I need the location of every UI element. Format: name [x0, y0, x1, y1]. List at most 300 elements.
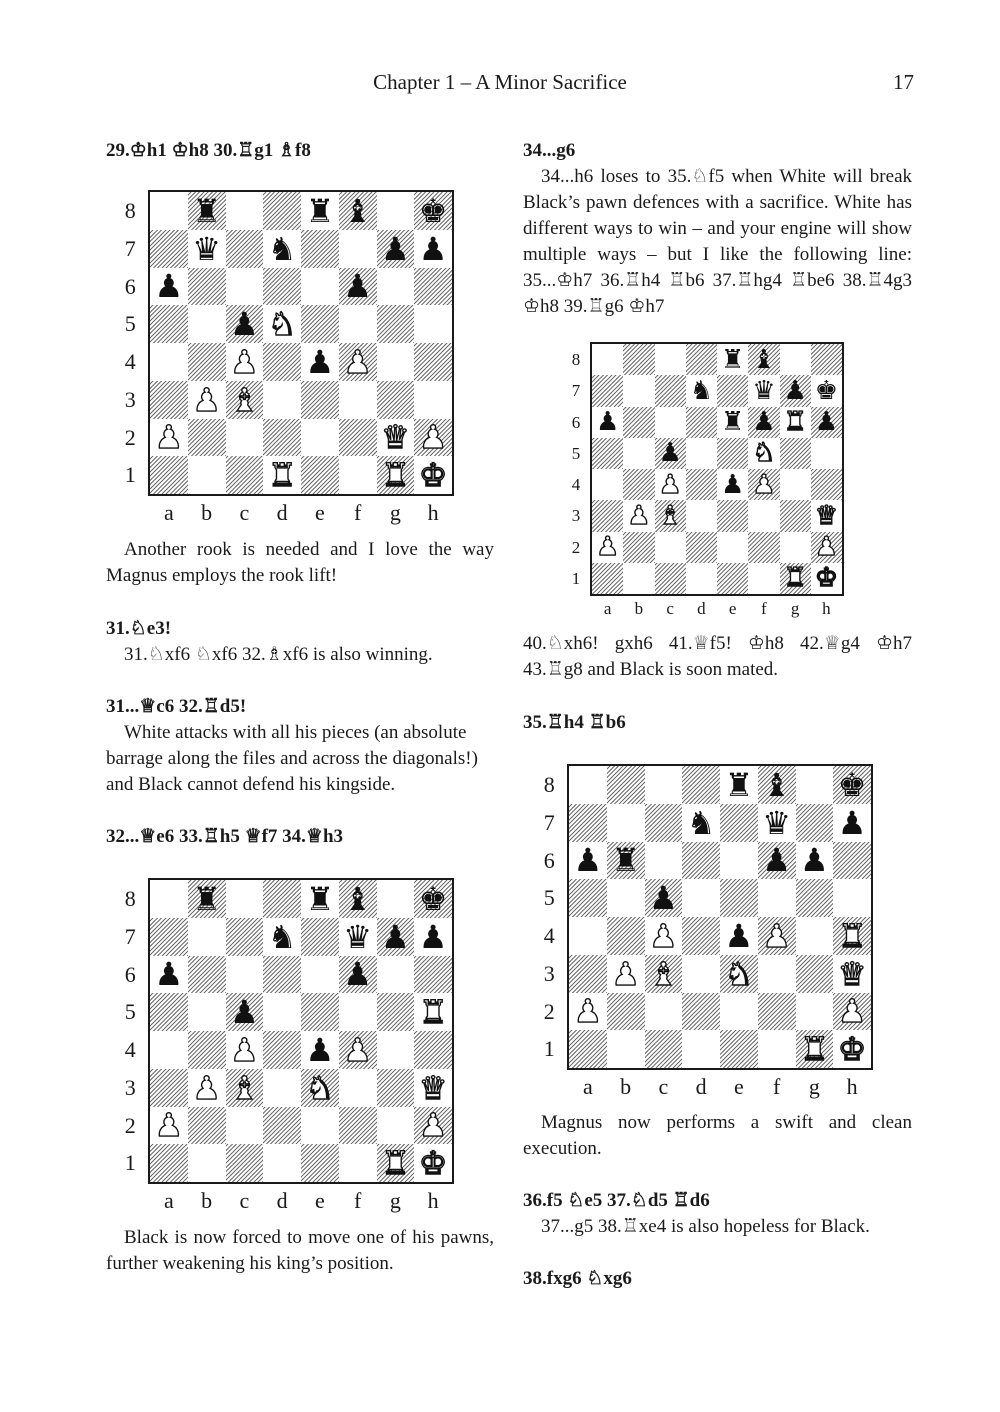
- black-queen-icon: ♛: [752, 375, 776, 406]
- square-e6: [720, 842, 758, 880]
- commentary-paragraph: Another rook is needed and I love the way Magnus employs the rook lift!: [106, 539, 494, 586]
- black-queen-icon: ♛: [762, 803, 791, 842]
- square-c6: [226, 268, 264, 306]
- move-heading: 32...♕e6 33.♖h5 ♕f7 34.♕h3: [106, 826, 344, 847]
- chess-board: [148, 190, 454, 496]
- file-label: e: [728, 599, 737, 619]
- black-pawn-icon: ♟: [343, 267, 372, 306]
- square-a1: [592, 563, 623, 594]
- square-g8: [377, 880, 415, 918]
- square-h4: [414, 343, 452, 381]
- file-label: d: [276, 500, 288, 525]
- square-g2: [796, 993, 834, 1031]
- square-a8: [150, 192, 188, 230]
- black-pawn-icon: ♟: [305, 1030, 335, 1069]
- square-a3: [569, 955, 607, 993]
- rank-label: 7: [571, 381, 581, 401]
- square-d8: [263, 192, 301, 230]
- black-queen-icon: ♛: [343, 917, 372, 956]
- square-a8: [592, 344, 623, 375]
- square-e5: [301, 305, 339, 343]
- square-f5: [758, 879, 796, 917]
- white-rook-icon: ♜: [783, 563, 807, 594]
- black-pawn-icon: ♟: [154, 955, 184, 994]
- square-b2: [188, 419, 226, 457]
- rank-label: 2: [124, 424, 136, 450]
- square-e6: [301, 268, 339, 306]
- move-heading: 36.f5 ♘e5 37.♘d5 ♖d6: [523, 1190, 710, 1211]
- square-a4: [592, 469, 623, 500]
- file-label: b: [620, 1074, 632, 1099]
- square-c2: [645, 993, 683, 1031]
- black-pawn-icon: ♟: [595, 407, 620, 438]
- rank-label: 5: [543, 885, 555, 911]
- file-label: a: [163, 1188, 174, 1213]
- rank-label: 3: [543, 960, 555, 986]
- square-b4: [188, 343, 226, 381]
- square-d4: [686, 469, 717, 500]
- file-label: g: [389, 1188, 401, 1213]
- square-f3: [758, 955, 796, 993]
- square-b2: [607, 993, 645, 1031]
- square-g4: [796, 917, 834, 955]
- square-f3: [748, 500, 779, 531]
- square-d5: [263, 993, 301, 1031]
- square-f2: [758, 993, 796, 1031]
- black-pawn-icon: ♟: [230, 305, 259, 344]
- square-b5: [607, 879, 645, 917]
- square-g7: [796, 804, 834, 842]
- black-bishop-icon: ♝: [752, 344, 776, 375]
- white-pawn-icon: ♟: [418, 1106, 448, 1145]
- square-g3: [780, 500, 811, 531]
- white-rook-icon: ♜: [381, 456, 410, 495]
- square-b5: [188, 993, 226, 1031]
- square-d3: [682, 955, 720, 993]
- black-pawn-icon: ♟: [724, 916, 754, 955]
- file-label: a: [603, 599, 612, 619]
- square-d4: [682, 917, 720, 955]
- white-pawn-icon: ♟: [649, 916, 678, 955]
- square-d2: [263, 1107, 301, 1145]
- square-e1: [720, 1030, 758, 1068]
- move-heading: 29.♔h1 ♔h8 30.♖g1 ♗f8: [106, 140, 311, 161]
- black-pawn-icon: ♟: [230, 993, 259, 1032]
- rank-label: 3: [124, 1074, 136, 1100]
- square-a4: [569, 917, 607, 955]
- square-c8: [655, 344, 686, 375]
- square-d6: [263, 268, 301, 306]
- square-b6: [188, 956, 226, 994]
- square-b8: [607, 766, 645, 804]
- file-label: g: [790, 599, 800, 619]
- page-header-title: Chapter 1 – A Minor Sacrifice: [373, 70, 627, 94]
- square-h6: [414, 956, 452, 994]
- square-c1: [655, 563, 686, 594]
- file-label: b: [634, 599, 644, 619]
- square-d2: [682, 993, 720, 1031]
- square-f2: [748, 532, 779, 563]
- white-pawn-icon: ♟: [814, 532, 839, 563]
- square-d4: [263, 1031, 301, 1069]
- black-king-icon: ♚: [837, 765, 867, 804]
- black-pawn-icon: ♟: [814, 407, 839, 438]
- file-label: f: [761, 599, 767, 619]
- file-label: c: [239, 500, 250, 525]
- rank-label: 4: [124, 1037, 136, 1062]
- black-knight-icon: ♞: [686, 803, 716, 842]
- black-pawn-icon: ♟: [720, 469, 745, 500]
- file-label: e: [733, 1074, 744, 1099]
- square-g5: [780, 438, 811, 469]
- file-label: a: [582, 1074, 593, 1099]
- rank-label: 7: [543, 809, 555, 835]
- square-c7: [226, 230, 264, 268]
- white-pawn-icon: ♟: [658, 469, 682, 500]
- square-g4: [377, 343, 415, 381]
- white-king-icon: ♚: [418, 1144, 448, 1183]
- square-d5: [686, 438, 717, 469]
- square-e1: [717, 563, 748, 594]
- white-bishop-icon: ♝: [230, 380, 259, 419]
- square-e5: [720, 879, 758, 917]
- square-e5: [301, 993, 339, 1031]
- white-pawn-icon: ♟: [343, 1030, 372, 1069]
- square-b7: [623, 375, 654, 406]
- white-knight-icon: ♞: [267, 305, 297, 344]
- black-pawn-icon: ♟: [154, 267, 184, 306]
- square-a5: [592, 438, 623, 469]
- white-pawn-icon: ♟: [418, 418, 448, 457]
- rank-label: 3: [571, 506, 581, 526]
- white-knight-icon: ♞: [724, 954, 754, 993]
- black-pawn-icon: ♟: [837, 803, 867, 842]
- white-pawn-icon: ♟: [573, 992, 603, 1031]
- square-g8: [377, 192, 415, 230]
- square-d8: [682, 766, 720, 804]
- square-c7: [226, 918, 264, 956]
- rank-label: 1: [543, 1036, 555, 1062]
- square-g8: [796, 766, 834, 804]
- square-a7: [592, 375, 623, 406]
- square-d3: [686, 500, 717, 531]
- square-h5: [811, 438, 842, 469]
- black-knight-icon: ♞: [267, 229, 297, 268]
- square-e3: [717, 500, 748, 531]
- black-pawn-icon: ♟: [573, 841, 603, 880]
- square-d6: [263, 956, 301, 994]
- square-f1: [339, 456, 377, 494]
- square-f7: [339, 230, 377, 268]
- square-c8: [226, 880, 264, 918]
- square-g3: [796, 955, 834, 993]
- black-knight-icon: ♞: [689, 375, 714, 406]
- rank-label: 4: [124, 349, 136, 374]
- white-rook-icon: ♜: [418, 993, 448, 1032]
- rank-label: 8: [124, 886, 136, 911]
- square-c2: [226, 1107, 264, 1145]
- square-g6: [377, 268, 415, 306]
- square-b4: [188, 1031, 226, 1069]
- move-heading: 34...g6: [523, 140, 576, 161]
- square-e1: [301, 1144, 339, 1182]
- rank-label: 1: [571, 568, 581, 588]
- black-pawn-icon: ♟: [381, 917, 410, 956]
- square-c2: [226, 419, 264, 457]
- file-label: g: [808, 1074, 820, 1099]
- square-a5: [150, 993, 188, 1031]
- square-f2: [339, 419, 377, 457]
- square-g3: [377, 1069, 415, 1107]
- square-c6: [655, 407, 686, 438]
- black-rook-icon: ♜: [720, 407, 745, 438]
- square-b7: [188, 918, 226, 956]
- square-e7: [301, 230, 339, 268]
- square-g5: [377, 993, 415, 1031]
- square-b5: [188, 305, 226, 343]
- square-b6: [188, 268, 226, 306]
- black-pawn-icon: ♟: [800, 841, 829, 880]
- white-knight-icon: ♞: [305, 1068, 335, 1107]
- page-number: 17: [893, 70, 914, 94]
- commentary-paragraph: 37...g5 38.♖xe4 is also hopeless for Black.: [541, 1216, 870, 1237]
- square-b2: [623, 532, 654, 563]
- black-rook-icon: ♜: [305, 191, 335, 230]
- white-rook-icon: ♜: [267, 456, 297, 495]
- rank-label: 6: [543, 847, 555, 873]
- square-b8: [623, 344, 654, 375]
- white-bishop-icon: ♝: [230, 1068, 259, 1107]
- rank-label: 7: [124, 923, 136, 949]
- black-pawn-icon: ♟: [783, 375, 807, 406]
- rank-label: 8: [571, 350, 581, 369]
- file-label: g: [389, 500, 401, 525]
- file-label: h: [822, 599, 831, 619]
- square-a3: [150, 1069, 188, 1107]
- file-label: c: [666, 599, 674, 619]
- square-f1: [748, 563, 779, 594]
- rank-label: 5: [571, 443, 581, 463]
- square-c7: [645, 804, 683, 842]
- white-pawn-icon: ♟: [154, 418, 184, 457]
- rank-label: 2: [124, 1112, 136, 1138]
- commentary-paragraph: 31.♘xf6 ♘xf6 32.♗xf6 is also winning.: [124, 644, 433, 665]
- square-b1: [607, 1030, 645, 1068]
- square-a8: [569, 766, 607, 804]
- square-g8: [780, 344, 811, 375]
- rank-label: 4: [571, 475, 581, 494]
- file-label: b: [201, 500, 213, 525]
- square-g4: [377, 1031, 415, 1069]
- square-e3: [301, 381, 339, 419]
- white-bishop-icon: ♝: [649, 954, 678, 993]
- move-heading: 38.fxg6 ♘xg6: [523, 1268, 632, 1289]
- white-knight-icon: ♞: [752, 438, 776, 469]
- white-rook-icon: ♜: [783, 407, 807, 438]
- commentary-paragraph: Black is now forced to move one of his pawns, further weakening his king’s position.: [106, 1227, 494, 1274]
- black-queen-icon: ♛: [192, 229, 221, 268]
- white-queen-icon: ♛: [381, 418, 410, 457]
- file-label: a: [163, 500, 174, 525]
- move-heading: 35.♖h4 ♖b6: [523, 712, 626, 733]
- rank-label: 7: [124, 235, 136, 261]
- rank-label: 3: [124, 386, 136, 412]
- white-pawn-icon: ♟: [230, 1030, 259, 1069]
- square-d3: [263, 1069, 301, 1107]
- square-e5: [717, 438, 748, 469]
- square-e7: [301, 918, 339, 956]
- rank-label: 8: [543, 772, 555, 797]
- rank-label: 2: [571, 537, 581, 557]
- white-king-icon: ♚: [418, 456, 448, 495]
- black-rook-icon: ♜: [192, 191, 221, 230]
- white-pawn-icon: ♟: [230, 342, 259, 381]
- square-h6: [414, 268, 452, 306]
- square-d6: [682, 842, 720, 880]
- square-d4: [263, 343, 301, 381]
- square-f1: [339, 1144, 377, 1182]
- square-f5: [339, 305, 377, 343]
- square-h3: [414, 381, 452, 419]
- black-pawn-icon: ♟: [343, 955, 372, 994]
- file-label: e: [314, 1188, 325, 1213]
- white-pawn-icon: ♟: [192, 1068, 221, 1107]
- white-pawn-icon: ♟: [595, 532, 620, 563]
- black-rook-icon: ♜: [724, 765, 754, 804]
- black-pawn-icon: ♟: [649, 879, 678, 918]
- white-pawn-icon: ♟: [762, 916, 791, 955]
- square-e7: [720, 804, 758, 842]
- black-pawn-icon: ♟: [418, 917, 448, 956]
- rank-label: 4: [543, 923, 555, 948]
- square-a1: [150, 1144, 188, 1182]
- file-label: h: [427, 1188, 439, 1213]
- rank-label: 2: [543, 998, 555, 1024]
- square-b1: [188, 1144, 226, 1182]
- white-queen-icon: ♛: [814, 500, 839, 531]
- white-pawn-icon: ♟: [627, 500, 651, 531]
- white-rook-icon: ♜: [800, 1030, 829, 1069]
- square-d8: [263, 880, 301, 918]
- square-h4: [414, 1031, 452, 1069]
- black-king-icon: ♚: [814, 375, 839, 406]
- square-a5: [569, 879, 607, 917]
- square-e1: [301, 456, 339, 494]
- square-c1: [226, 1144, 264, 1182]
- square-c1: [226, 456, 264, 494]
- move-heading: 31...♕c6 32.♖d5!: [106, 696, 247, 717]
- black-rook-icon: ♜: [720, 344, 745, 375]
- rank-label: 5: [124, 999, 136, 1025]
- black-pawn-icon: ♟: [658, 438, 682, 469]
- file-label: b: [201, 1188, 213, 1213]
- square-a7: [569, 804, 607, 842]
- square-h5: [414, 305, 452, 343]
- square-b1: [188, 456, 226, 494]
- file-label: h: [846, 1074, 858, 1099]
- square-b2: [188, 1107, 226, 1145]
- square-c6: [226, 956, 264, 994]
- square-b6: [623, 407, 654, 438]
- square-a4: [150, 343, 188, 381]
- file-label: e: [314, 500, 325, 525]
- chess-board: [567, 764, 873, 1070]
- file-label: c: [239, 1188, 250, 1213]
- square-a8: [150, 880, 188, 918]
- square-f3: [339, 381, 377, 419]
- move-heading: 31.♘e3!: [106, 618, 172, 639]
- square-f5: [339, 993, 377, 1031]
- white-pawn-icon: ♟: [343, 342, 372, 381]
- square-b4: [623, 469, 654, 500]
- rank-label: 5: [124, 311, 136, 337]
- square-d2: [263, 419, 301, 457]
- white-pawn-icon: ♟: [837, 992, 867, 1031]
- black-pawn-icon: ♟: [762, 841, 791, 880]
- square-h6: [833, 842, 871, 880]
- square-b5: [623, 438, 654, 469]
- square-a7: [150, 230, 188, 268]
- file-label: f: [353, 1188, 362, 1213]
- white-pawn-icon: ♟: [154, 1106, 184, 1145]
- file-label: c: [658, 1074, 669, 1099]
- file-label: d: [276, 1188, 288, 1213]
- square-b4: [607, 917, 645, 955]
- square-e2: [720, 993, 758, 1031]
- white-rook-icon: ♜: [381, 1144, 410, 1183]
- black-pawn-icon: ♟: [752, 407, 776, 438]
- file-label: f: [772, 1074, 781, 1099]
- square-c8: [645, 766, 683, 804]
- square-h5: [833, 879, 871, 917]
- square-d1: [263, 1144, 301, 1182]
- chess-board: [148, 878, 454, 1184]
- square-d1: [686, 563, 717, 594]
- chess-board: [590, 342, 844, 596]
- square-g4: [780, 469, 811, 500]
- square-c1: [645, 1030, 683, 1068]
- square-d1: [682, 1030, 720, 1068]
- square-b7: [607, 804, 645, 842]
- black-rook-icon: ♜: [305, 879, 335, 918]
- square-g2: [377, 1107, 415, 1145]
- square-d8: [686, 344, 717, 375]
- file-label: f: [353, 500, 362, 525]
- square-f2: [339, 1107, 377, 1145]
- square-a4: [150, 1031, 188, 1069]
- white-pawn-icon: ♟: [752, 469, 776, 500]
- black-rook-icon: ♜: [192, 879, 221, 918]
- black-pawn-icon: ♟: [418, 229, 448, 268]
- white-queen-icon: ♛: [837, 954, 867, 993]
- white-queen-icon: ♛: [418, 1068, 448, 1107]
- black-bishop-icon: ♝: [343, 191, 372, 230]
- square-f3: [339, 1069, 377, 1107]
- black-rook-icon: ♜: [611, 841, 640, 880]
- square-g5: [796, 879, 834, 917]
- white-pawn-icon: ♟: [611, 954, 640, 993]
- white-pawn-icon: ♟: [192, 380, 221, 419]
- white-king-icon: ♚: [814, 563, 839, 594]
- square-g2: [780, 532, 811, 563]
- white-rook-icon: ♜: [837, 916, 867, 955]
- square-a1: [150, 456, 188, 494]
- square-g5: [377, 305, 415, 343]
- commentary-paragraph: 40.♘xh6! gxh6 41.♕f5! ♔h8 42.♕g4 ♔h7 43.♖g8 and Black is soon mated.: [523, 633, 912, 680]
- square-a7: [150, 918, 188, 956]
- square-c7: [655, 375, 686, 406]
- rank-label: 8: [124, 198, 136, 223]
